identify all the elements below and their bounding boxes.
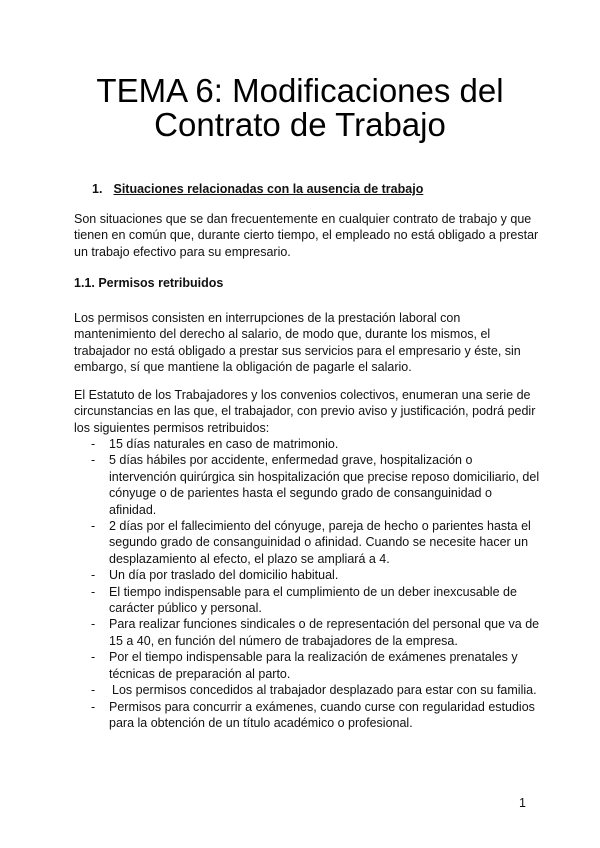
list-item-line: Para realizar funciones sindicales o de representación del personal que va de [109, 617, 540, 632]
bullet-dash: - [91, 699, 96, 714]
list-item [74, 436, 539, 452]
list-item-line: segundo grado de consanguinidad o afinidad. Cuando se necesite hacer un [109, 535, 529, 550]
title-line: TEMA 6: Modificaciones del [96, 72, 504, 109]
bullet-dash: - [91, 650, 96, 665]
text-line: tienen en común que, durante cierto tiempo, el empleado no está obligado a prestar [74, 228, 539, 243]
section-number: 1. [92, 182, 103, 196]
list-item [74, 682, 539, 698]
permisos-list [74, 436, 539, 731]
list-item [74, 567, 539, 583]
bullet-dash: - [91, 617, 96, 632]
text-line: mantenimiento del derecho al salario, de modo que, durante los mismos, el [74, 327, 491, 342]
text-line: un trabajo efectivo para su empresario. [74, 244, 291, 259]
list-item-line: 5 días hábiles por accidente, enfermedad grave, hospitalización o [109, 453, 473, 468]
paragraph-permisos [74, 310, 521, 376]
intro-paragraph [74, 211, 538, 260]
paragraph-estatuto [74, 387, 535, 436]
text-line: trabajador no está obligado a prestar sus servicios para el empresario y éste, sin [74, 343, 521, 358]
text-line: Son situaciones que se dan frecuentemente en cualquier contrato de trabajo y que [74, 212, 532, 226]
page-title [0, 74, 600, 142]
list-item [74, 649, 539, 682]
list-item [74, 699, 539, 732]
list-item-line: Permisos para concurrir a exámenes, cuando curse con regularidad estudios [109, 699, 535, 714]
bullet-dash: - [91, 437, 96, 451]
list-item-line: desplazamiento al efecto, el plazo se ampliará a 4. [109, 551, 390, 566]
list-item-line: Por el tiempo indispensable para la realización de exámenes prenatales y [109, 650, 518, 665]
section-heading [92, 182, 423, 196]
list-item [74, 452, 539, 518]
text-line: circunstancias en las que, el trabajador, con previo aviso y justificación, podrá pedir [74, 404, 536, 419]
bullet-dash: - [91, 683, 96, 698]
list-item-line: 15 a 40, en función del número de trabajadores de la empresa. [109, 633, 458, 648]
list-item-line: técnicas de preparación al parto. [109, 666, 291, 681]
list-item [74, 518, 539, 567]
list-item-line: para la obtención de un título académico o profesional. [109, 715, 413, 730]
bullet-dash: - [91, 568, 96, 583]
title-line: Contrato de Trabajo [154, 106, 446, 143]
subsection-heading: 1.1. Permisos retribuidos [74, 276, 224, 290]
section-title: Situaciones relacionadas con la ausencia de trabajo [113, 182, 424, 196]
list-item [74, 616, 539, 649]
text-line: los siguientes permisos retribuidos: [74, 420, 270, 435]
list-item [74, 584, 539, 617]
text-line: El Estatuto de los Trabajadores y los convenios colectivos, enumeran una serie de [74, 388, 531, 402]
text-line: embargo, sí que mantiene la obligación de pagarle el salario. [74, 360, 412, 375]
bullet-dash: - [91, 584, 96, 599]
bullet-dash: - [91, 519, 96, 534]
list-item-line: afinidad. [109, 502, 157, 517]
list-item-line: Los permisos concedidos al trabajador desplazado para estar con su familia. [112, 683, 537, 698]
text-line: Los permisos consisten en interrupciones de la prestación laboral con [74, 311, 461, 325]
list-item-line: intervención quirúrgica sin hospitalización que precise reposo domiciliario, del [109, 469, 540, 484]
list-item-line: carácter público y personal. [109, 601, 262, 616]
list-item-line: Un día por traslado del domicilio habitual. [109, 568, 339, 583]
bullet-dash: - [91, 453, 96, 468]
list-item-line: El tiempo indispensable para el cumplimiento de un deber inexcusable de [109, 584, 517, 599]
list-item-line: cónyuge o de parientes hasta el segundo grado de consanguinidad o [109, 486, 492, 501]
list-item-line: 15 días naturales en caso de matrimonio. [109, 437, 339, 451]
list-item-line: 2 días por el fallecimiento del cónyuge, pareja de hecho o parientes hasta el [109, 519, 531, 534]
page-number: 1 [519, 796, 526, 810]
